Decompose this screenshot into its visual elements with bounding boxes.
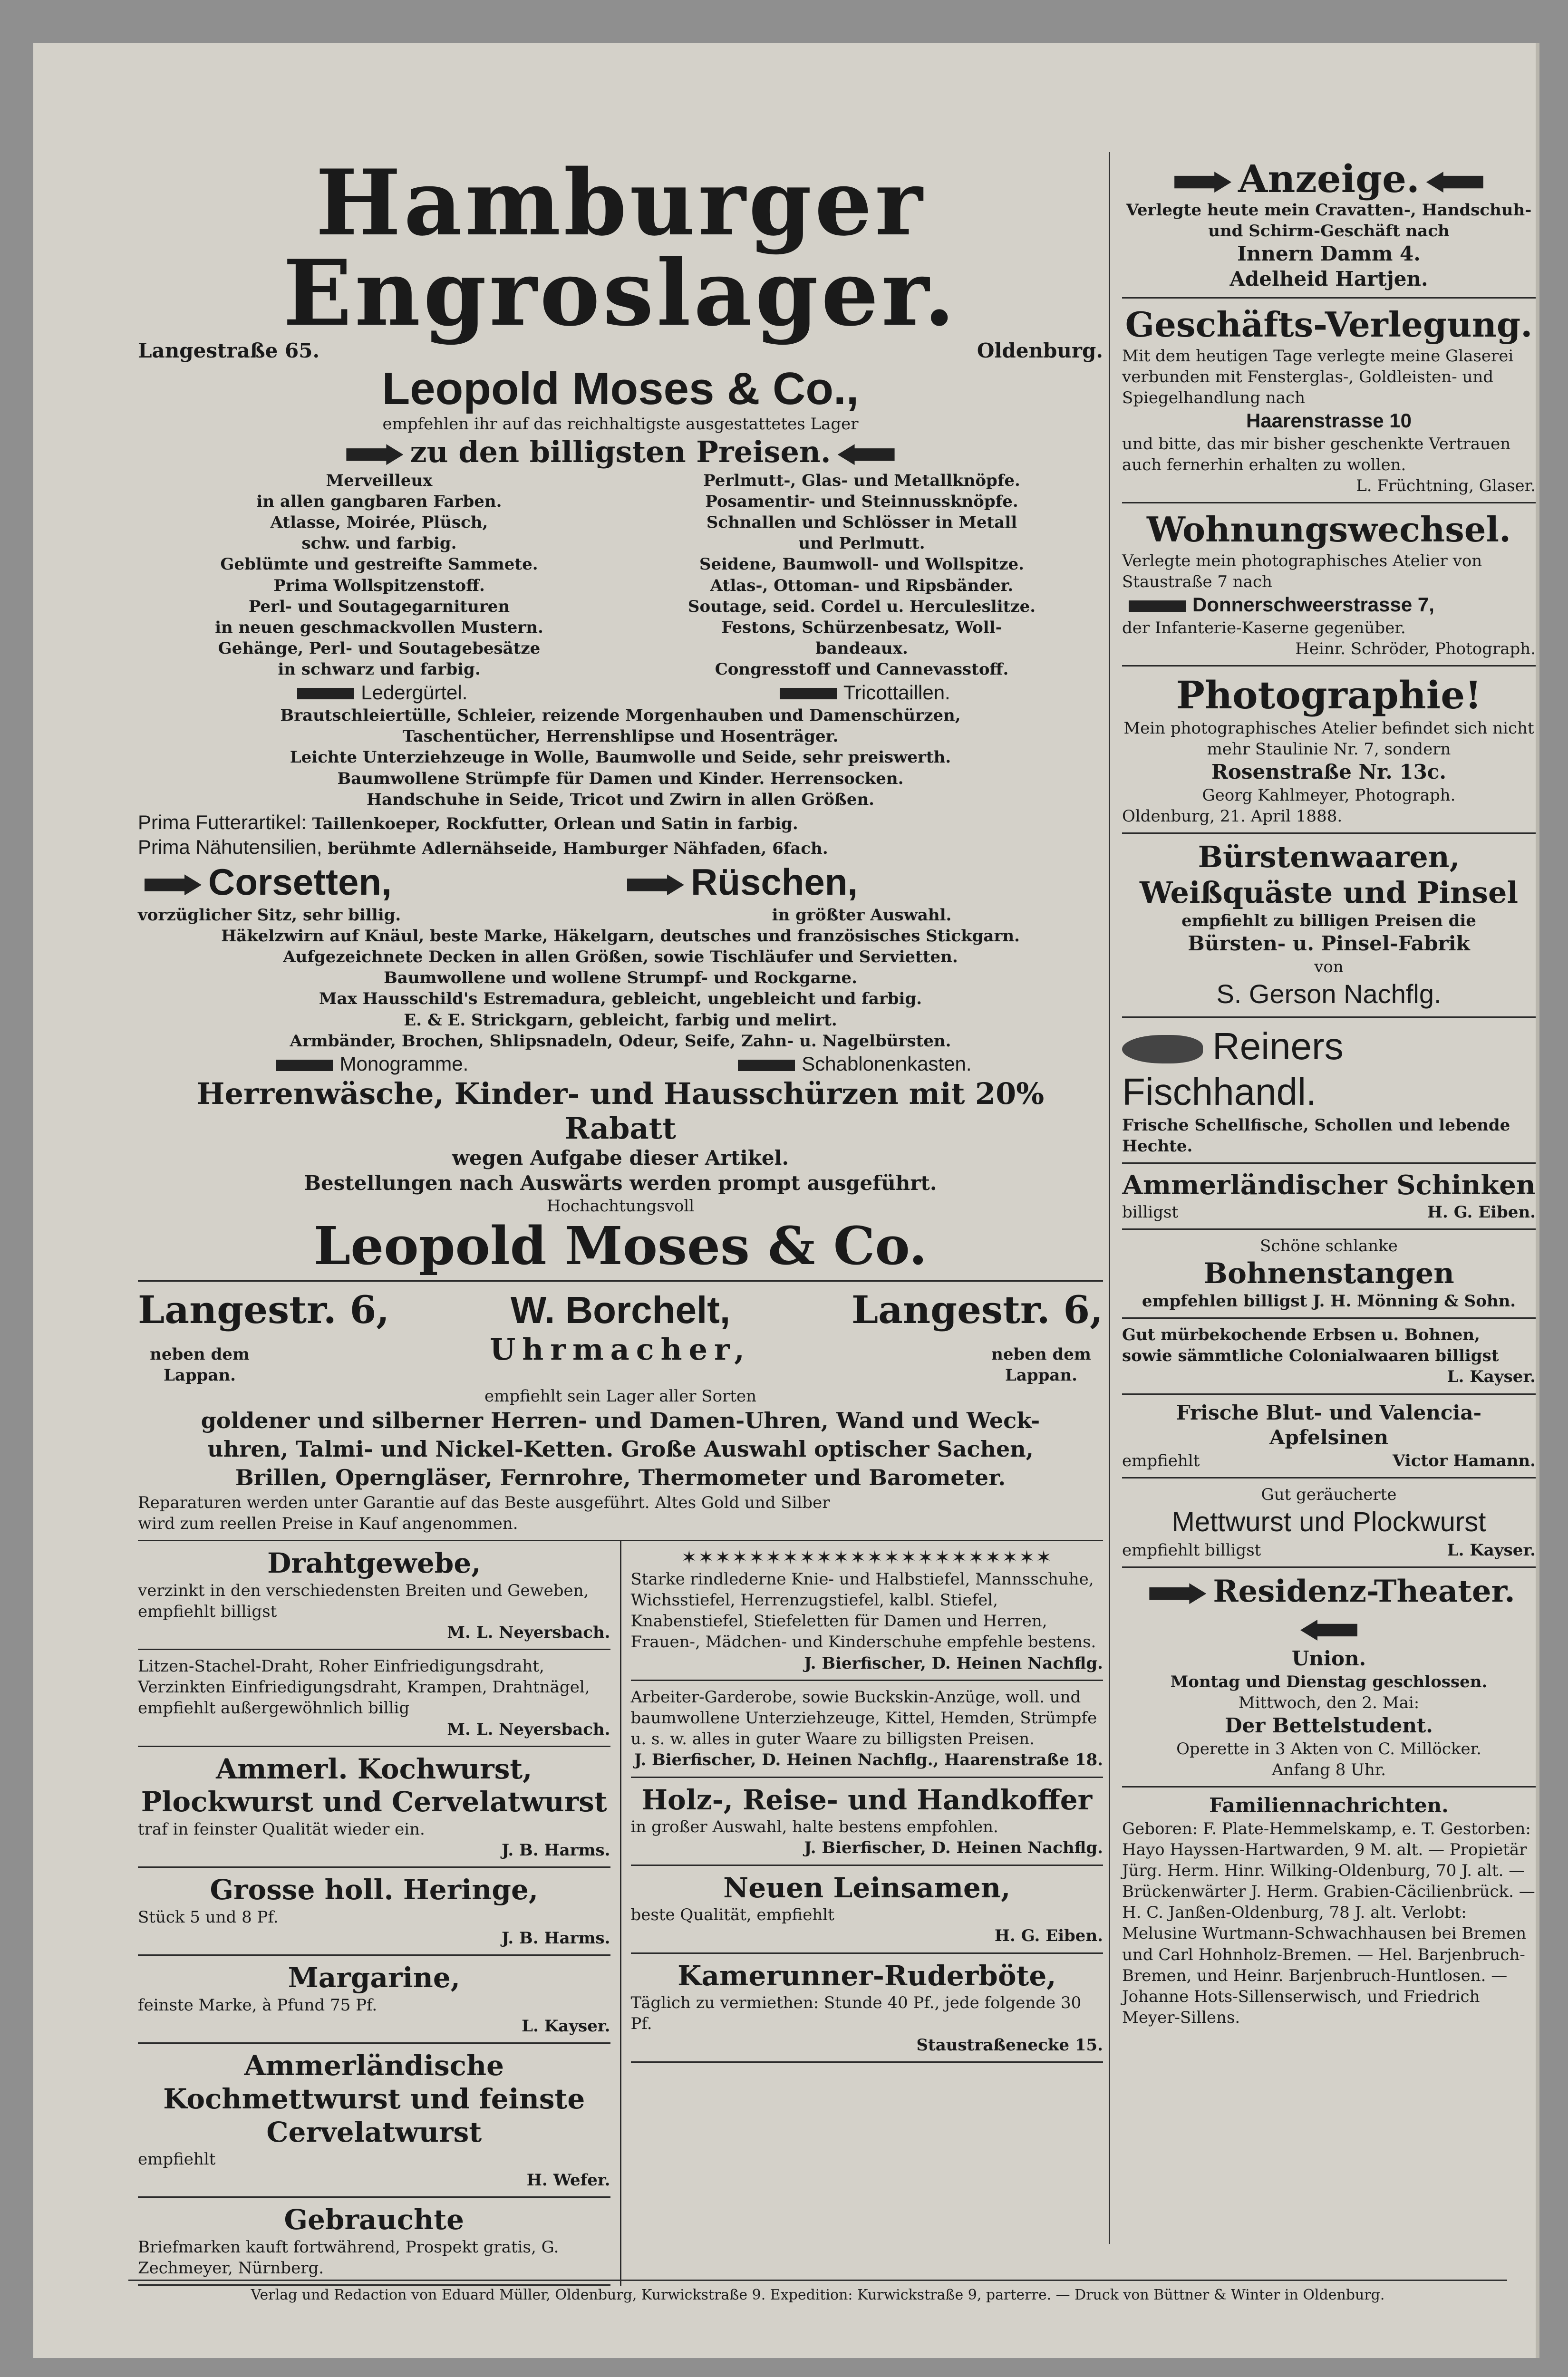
corsetten-sub: vorzüglicher Sitz, sehr billig. bbox=[138, 905, 401, 925]
erbsen-ad bbox=[1122, 1319, 1536, 1395]
ad-signature: H. G. Eiben. bbox=[994, 1926, 1103, 1946]
fisch-title bbox=[1122, 1024, 1536, 1115]
small-ad bbox=[631, 1954, 1103, 2063]
gesch-body2: und bitte, das mir bisher geschenkte Vertrauen auch fernerhin erhalten zu wollen. bbox=[1122, 434, 1511, 475]
lower-left-ads bbox=[138, 1541, 621, 2286]
borchelt-ad bbox=[138, 1282, 1103, 1541]
ad-title: Gebrauchte bbox=[284, 2203, 464, 2236]
ad-body: Stück 5 und 8 Pf. bbox=[138, 1907, 279, 1927]
ad-item: Atlas-, Ottoman- und Ripsbänder. bbox=[710, 576, 1014, 595]
lower-ads bbox=[138, 1541, 1103, 2286]
pointing-hand-icon bbox=[1300, 1620, 1357, 1641]
borchelt-l1: goldener und silberner Herren- und Damen-Uhren, Wand und Weck- bbox=[201, 1408, 1040, 1434]
fisch-title-text: Reiners Fischhandl. bbox=[1122, 1024, 1344, 1113]
pointing-hand-icon bbox=[145, 874, 202, 895]
neben-left: neben dem Lappan. bbox=[150, 1344, 250, 1385]
bohnen-body: empfehlen billigst J. H. Mönning & Sohn. bbox=[1142, 1291, 1516, 1311]
ad-item: in neuen geschmackvollen Mustern. bbox=[215, 618, 543, 637]
pointing-hand-icon bbox=[346, 444, 403, 465]
aufgabe-line: wegen Aufgabe dieser Artikel. bbox=[452, 1146, 789, 1170]
wohn-title: Wohnungswechsel. bbox=[1146, 509, 1511, 550]
hamburger-ad bbox=[138, 152, 1103, 1282]
burst-sign: S. Gerson Nachflg. bbox=[1216, 978, 1442, 1009]
theater-sub: Union. bbox=[1291, 1647, 1366, 1671]
ad-body: feinste Marke, à Pfund 75 Pf. bbox=[138, 1995, 377, 2015]
small-ad bbox=[138, 2044, 610, 2198]
small-ad bbox=[138, 1868, 610, 1956]
apfel-ad bbox=[1122, 1395, 1536, 1478]
ad-item: Festons, Schürzenbesatz, Woll- bbox=[721, 618, 1002, 637]
ad-body: verzinkt in den verschiedensten Breiten und Geweben, empfiehlt billigst bbox=[138, 1581, 589, 1621]
bohnen-pre: Schöne schlanke bbox=[1260, 1236, 1398, 1256]
gesch-body: Mit dem heutigen Tage verlegte meine Glaserei verbunden mit Fensterglas-, Goldleisten- und Spiegelhandlung nach bbox=[1122, 346, 1514, 408]
hochachtung: Hochachtungsvoll bbox=[546, 1197, 695, 1216]
bar-icon bbox=[1129, 600, 1186, 612]
lower-lines bbox=[138, 926, 1103, 1052]
mett-pre: Gut geräucherte bbox=[1261, 1485, 1397, 1504]
erbsen-sign: L. Kayser. bbox=[1447, 1367, 1536, 1387]
bar-icon bbox=[780, 688, 837, 699]
ad-line: Armbänder, Brochen, Shlipsnadeln, Odeur, Seife, Zahn- u. Nagelbürsten. bbox=[290, 1031, 951, 1051]
right-items bbox=[620, 470, 1103, 680]
ad-signature: J. Bierfischer, D. Heinen Nachflg. bbox=[804, 1838, 1103, 1858]
schinken-ad bbox=[1122, 1164, 1536, 1229]
small-ad bbox=[138, 1747, 610, 1868]
ad-body: Arbeiter-Garderobe, sowie Buckskin-Anzüge, woll. und baumwollene Unterziehzeuge, Kittel, Hemden, Strümpfe u. s. w. alles in guter Waare zu billigsten Preisen. bbox=[630, 1687, 1097, 1749]
fam-ad bbox=[1122, 1788, 1536, 2034]
burst-body: empfiehlt zu billigen Preisen die bbox=[1181, 911, 1476, 931]
fam-body: Geboren: F. Plate-Hemmelskamp, e. T. Gestorben: Hayo Hayssen-Hartwarden, 9 M. alt. — Propietär Jürg. Herm. Hinr. Wilking-Oldenburg, 70 J. alt. — Brückenwärter J. Herm. Grabien-Cäcilienbrück. — H. C. Janßen-Oldenburg, 78 J. alt. Verlobt: Melusine Wurtmann-Schwachhausen bei Bremen und Carl Hohnholz-Bremen. — Hel. Barjenbruch-Bremen, und Heinr. Barjenbruch-Huntlosen. — Johanne Hots-Sillenserwisch, und Friedrich Meyer-Sillens. bbox=[1122, 1819, 1535, 2028]
hamburger-title: Hamburger Engroslager. bbox=[283, 150, 958, 346]
ad-body: empfiehlt bbox=[138, 2150, 216, 2169]
erbsen-body: Gut mürbekochende Erbsen u. Bohnen, sowie sämmtliche Colonialwaaren billigst bbox=[1122, 1325, 1499, 1366]
borchelt-l3: Brillen, Operngläser, Fernrohre, Thermometer und Barometer. bbox=[235, 1464, 1006, 1490]
small-ad bbox=[138, 1541, 610, 1650]
ad-line: Handschuhe in Seide, Tricot und Zwirn in allen Größen. bbox=[366, 790, 875, 809]
theater-l1: Montag und Dienstag geschlossen. bbox=[1170, 1672, 1488, 1691]
burst-von: von bbox=[1314, 957, 1344, 976]
price-line bbox=[138, 435, 1103, 470]
ad-body: beste Qualität, empfiehlt bbox=[630, 1905, 834, 1925]
wohn-body: Verlegte mein photographisches Atelier von Staustraße 7 nach bbox=[1122, 551, 1482, 591]
ad-item: Gehänge, Perl- und Soutagebesätze bbox=[218, 639, 541, 658]
fam-title: Familiennachrichten. bbox=[1209, 1794, 1449, 1817]
gesch-title: Geschäfts-Verlegung. bbox=[1125, 304, 1533, 345]
borchelt-l5: wird zum reellen Preise in Kauf angenommen. bbox=[138, 1514, 518, 1533]
bohnen-ad bbox=[1122, 1230, 1536, 1319]
pointing-hand-icon bbox=[1149, 1583, 1206, 1604]
ad-item: Posamentir- und Steinnussknöpfe. bbox=[705, 492, 1018, 511]
ad-line: Aufgezeichnete Decken in allen Größen, sowie Tischläufer und Servietten. bbox=[283, 947, 958, 966]
leder-tricot-row bbox=[138, 680, 1103, 705]
schinken-row bbox=[1122, 1202, 1536, 1223]
mid-lines bbox=[138, 705, 1103, 810]
theater-l3: Der Bettelstudent. bbox=[1225, 1714, 1433, 1738]
signature: Leopold Moses & Co. bbox=[313, 1215, 928, 1276]
ad-line: Max Hausschild's Estremadura, gebleicht, ungebleicht und farbig. bbox=[319, 989, 922, 1009]
bar-icon bbox=[297, 688, 354, 699]
addr-left: Langestraße 65. bbox=[138, 339, 320, 362]
borchelt-l4: Reparaturen werden unter Garantie auf das Beste ausgeführt. Altes Gold und Silber bbox=[138, 1493, 830, 1512]
ad-body: Briefmarken kauft fortwährend, Prospekt gratis, G. Zechmeyer, Nürnberg. bbox=[138, 2238, 559, 2278]
futter-text: Taillenkoeper, Rockfutter, Orlean und Satin in farbig. bbox=[312, 814, 798, 833]
mett-title: Mettwurst und Plockwurst bbox=[1171, 1507, 1486, 1537]
ad-signature: J. Bierfischer, D. Heinen Nachflg., Haarenstraße 18. bbox=[634, 1750, 1103, 1770]
ad-item: Perl- und Soutagegarnituren bbox=[248, 597, 510, 616]
ruschen-text: Rüschen, bbox=[691, 860, 858, 903]
ad-item: in schwarz und farbig. bbox=[278, 660, 481, 679]
rabatt-line: Herrenwäsche, Kinder- und Hausschürzen mit 20% Rabatt bbox=[196, 1076, 1045, 1146]
ruschen-sub: in größter Auswahl. bbox=[772, 905, 952, 925]
ad-body: traf in feinster Qualität wieder ein. bbox=[138, 1820, 425, 1839]
burst-ad bbox=[1122, 834, 1536, 1018]
gesch-ad bbox=[1122, 299, 1536, 503]
borchelt-lager: empfiehlt sein Lager aller Sorten bbox=[484, 1386, 756, 1406]
ad-title: Kamerunner-Ruderböte, bbox=[678, 1959, 1056, 1992]
fisch-body: Frische Schellfische, Schollen und lebende Hechte. bbox=[1122, 1115, 1510, 1156]
borchelt-right: Langestr. 6, bbox=[851, 1287, 1103, 1332]
photo-sign: Georg Kahlmeyer, Photograph. bbox=[1202, 785, 1456, 805]
ad-signature: J. Bierfischer, D. Heinen Nachflg. bbox=[804, 1653, 1103, 1673]
monogramme: Monogramme. bbox=[339, 1052, 469, 1075]
schinken-title: Ammerländischer Schinken bbox=[1122, 1169, 1536, 1201]
ad-item: schw. und farbig. bbox=[301, 534, 457, 553]
photo-title: Photographie! bbox=[1176, 673, 1482, 718]
borchelt-name: W. Borchelt, bbox=[510, 1288, 731, 1331]
ad-line: Baumwollene und wollene Strumpf- und Rockgarne. bbox=[384, 968, 857, 988]
pointing-hand-icon bbox=[838, 444, 895, 465]
ornament-border: ✶✶✶✶✶✶✶✶✶✶✶✶✶✶✶✶✶✶✶✶✶✶ bbox=[681, 1546, 1053, 1569]
theater-title-text: Residenz-Theater. bbox=[1213, 1573, 1515, 1609]
burst-title: Bürstenwaaren, Weißquäste und Pinsel bbox=[1139, 840, 1519, 910]
wohn-ad bbox=[1122, 503, 1536, 667]
ad-item: Atlasse, Moirée, Plüsch, bbox=[270, 513, 488, 532]
mett-row bbox=[1122, 1540, 1536, 1561]
futter-label: Prima Futterartikel: bbox=[138, 811, 307, 833]
photo-ad bbox=[1122, 667, 1536, 834]
small-ad bbox=[138, 2198, 610, 2286]
ad-item: Congresstoff und Cannevasstoff. bbox=[715, 660, 1009, 679]
photo-date: Oldenburg, 21. April 1888. bbox=[1122, 807, 1343, 826]
ledergurtel: Ledergürtel. bbox=[361, 681, 468, 704]
ad-item: Prima Wollspitzenstoff. bbox=[273, 576, 485, 595]
ad-signature: J. B. Harms. bbox=[501, 1929, 610, 1948]
apfel-body: empfiehlt bbox=[1122, 1451, 1200, 1470]
firm-name: Leopold Moses & Co., bbox=[382, 363, 859, 414]
anzeige-sign: Adelheid Hartjen. bbox=[1229, 267, 1428, 290]
ad-body: Starke rindlederne Knie- und Halbstiefel, Mannsschuhe, Wichsstiefel, Herrenzugstiefel, kalbl. Stiefel, Knabenstiefel, Stiefeletten für Damen und Herren, Frauen-, Mädchen- und Kinderschuhe empfehle bestens. bbox=[630, 1569, 1096, 1652]
ad-body: Litzen-Stachel-Draht, Roher Einfriedigungsdraht, Verzinkten Einfriedigungsdraht, Krampen, Drahtnägel, empfiehlt außergewöhnlich billig bbox=[138, 1657, 590, 1718]
corsetten-ruschen bbox=[138, 860, 1103, 926]
ad-title: Margarine, bbox=[288, 1962, 460, 1994]
mono-row bbox=[138, 1052, 1103, 1077]
ad-item: in allen gangbaren Farben. bbox=[256, 492, 502, 511]
wohn-body2: der Infanterie-Kaserne gegenüber. bbox=[1122, 618, 1406, 638]
ad-signature: J. B. Harms. bbox=[501, 1841, 610, 1860]
newspaper-page bbox=[33, 43, 1536, 2358]
borchelt-trade: Uhrmacher, bbox=[490, 1332, 751, 1367]
bohnen-title: Bohnenstangen bbox=[1203, 1256, 1454, 1290]
gesch-sign: L. Früchtning, Glaser. bbox=[1356, 476, 1536, 496]
borchelt-l2: uhren, Talmi- und Nickel-Ketten. Große Auswahl optischer Sachen, bbox=[207, 1436, 1034, 1462]
corsetten bbox=[138, 860, 620, 905]
ad-item: Geblümte und gestreifte Sammete. bbox=[220, 555, 538, 574]
theater-title bbox=[1122, 1574, 1536, 1647]
bar-icon bbox=[276, 1060, 333, 1071]
apfel-title: Frische Blut- und Valencia-Apfelsinen bbox=[1176, 1401, 1482, 1449]
anzeige-ad bbox=[1122, 152, 1536, 299]
mett-sign: L. Kayser. bbox=[1447, 1540, 1536, 1560]
futter-line bbox=[138, 810, 1103, 835]
small-ad bbox=[138, 1650, 610, 1747]
burst-fab: Bürsten- u. Pinsel-Fabrik bbox=[1188, 932, 1470, 956]
ad-title: Ammerländische Kochmettwurst und feinste Cervelatwurst bbox=[163, 2049, 585, 2148]
ad-body: Täglich zu vermiethen: Stunde 40 Pf., jede folgende 30 Pf. bbox=[630, 1993, 1082, 2034]
pointing-hand-icon bbox=[1426, 172, 1483, 193]
photo-addr: Rosenstraße Nr. 13c. bbox=[1211, 760, 1446, 784]
ruschen bbox=[620, 860, 1103, 905]
ad-item: Seidene, Baumwoll- und Wollspitze. bbox=[699, 555, 1024, 574]
ad-line: Häkelzwirn auf Knäul, beste Marke, Häkelgarn, deutsches und französisches Stickgarn. bbox=[221, 926, 1020, 946]
small-ad bbox=[631, 1778, 1103, 1866]
theater-l5: Anfang 8 Uhr. bbox=[1271, 1760, 1386, 1779]
ad-signature: M. L. Neyersbach. bbox=[447, 1720, 610, 1739]
borchelt-sub bbox=[138, 1332, 1103, 1386]
wohn-addr: Donnerschweerstrasse 7, bbox=[1192, 593, 1434, 616]
ad-line: Baumwollene Strümpfe für Damen und Kinder. Herrensocken. bbox=[337, 769, 904, 788]
borchelt-head bbox=[138, 1287, 1103, 1332]
anzeige-body: Verlegte heute mein Cravatten-, Handschuh- und Schirm-Geschäft nach bbox=[1126, 201, 1532, 241]
left-items bbox=[138, 470, 620, 680]
anzeige-title-text: Anzeige. bbox=[1238, 156, 1420, 201]
schinken-body: billigst bbox=[1122, 1202, 1179, 1222]
ad-line: Leichte Unterziehzeuge in Wolle, Baumwolle und Seide, sehr preiswerth. bbox=[290, 748, 951, 767]
mett-ad bbox=[1122, 1478, 1536, 1568]
naeh-text: berühmte Adlernähseide, Hamburger Nähfaden, 6fach. bbox=[328, 839, 828, 859]
small-ad bbox=[631, 1681, 1103, 1778]
pointing-hand-icon bbox=[1174, 172, 1231, 193]
photo-body: Mein photographisches Atelier befindet sich nicht mehr Staulinie Nr. 7, sondern bbox=[1123, 719, 1534, 759]
ad-signature: M. L. Neyersbach. bbox=[447, 1623, 610, 1642]
imprint-footer: Verlag und Redaction von Eduard Müller, Oldenburg, Kurwickstraße 9. Expedition: Kurwickstraße 9, parterre. — Druck von Büttner & Winter in Oldenburg. bbox=[128, 2280, 1507, 2303]
ad-line: E. & E. Strickgarn, gebleicht, farbig und melirt. bbox=[404, 1010, 837, 1030]
neben-right: neben dem Lappan. bbox=[991, 1344, 1091, 1385]
ad-title: Ammerl. Kochwurst, Plockwurst und Cervelatwurst bbox=[141, 1752, 607, 1818]
ad-signature: H. Wefer. bbox=[526, 2171, 610, 2190]
ad-title: Grosse holl. Heringe, bbox=[210, 1874, 539, 1906]
pointing-hand-icon bbox=[627, 874, 684, 895]
naeh-label: Prima Nähutensilien, bbox=[138, 836, 322, 859]
theater-l2: Mittwoch, den 2. Mai: bbox=[1238, 1693, 1420, 1712]
theater-l4: Operette in 3 Akten von C. Millöcker. bbox=[1176, 1739, 1481, 1759]
theater-ad bbox=[1122, 1568, 1536, 1788]
wohn-sign: Heinr. Schröder, Photograph. bbox=[1295, 639, 1536, 658]
fisch-ad bbox=[1122, 1018, 1536, 1164]
gesch-addr: Haarenstrasse 10 bbox=[1246, 409, 1412, 432]
anzeige-title bbox=[1122, 158, 1536, 200]
small-ad bbox=[631, 1541, 1103, 1681]
ad-item: Perlmutt-, Glas- und Metallknöpfe. bbox=[703, 471, 1020, 490]
intro-line: empfehlen ihr auf das reichhaltigste ausgestattetes Lager bbox=[382, 415, 859, 434]
ad-title: Neuen Leinsamen, bbox=[723, 1871, 1011, 1904]
fish-icon bbox=[1122, 1035, 1203, 1063]
schablonen: Schablonenkasten. bbox=[802, 1052, 972, 1075]
ad-signature: Staustraßenecke 15. bbox=[916, 2035, 1103, 2055]
ad-title: Holz-, Reise- und Handkoffer bbox=[641, 1783, 1093, 1816]
lower-mid-ads bbox=[621, 1541, 1103, 2286]
schinken-sign: H. G. Eiben. bbox=[1427, 1202, 1536, 1222]
ad-body: in großer Auswahl, halte bestens empfohlen. bbox=[630, 1817, 998, 1837]
addr-right: Oldenburg. bbox=[977, 339, 1103, 362]
corsetten-text: Corsetten, bbox=[208, 860, 392, 903]
ad-item: Soutage, seid. Cordel u. Herculeslitze. bbox=[687, 597, 1036, 616]
left-column bbox=[138, 152, 1103, 2286]
ad-item: bandeaux. bbox=[815, 639, 908, 658]
naeh-line bbox=[138, 835, 1103, 860]
price-text: zu den billigsten Preisen. bbox=[410, 435, 831, 470]
bar-icon bbox=[738, 1060, 795, 1071]
bestellung-line: Bestellungen nach Auswärts werden prompt ausgeführt. bbox=[304, 1171, 937, 1195]
apfel-sign: Victor Hamann. bbox=[1393, 1451, 1536, 1470]
small-ad bbox=[631, 1866, 1103, 1954]
anzeige-addr: Innern Damm 4. bbox=[1237, 242, 1421, 266]
borchelt-left: Langestr. 6, bbox=[138, 1287, 390, 1332]
apfel-row bbox=[1122, 1450, 1536, 1471]
column-divider bbox=[1109, 152, 1110, 2244]
ad-line: Taschentücher, Herrenshlipse und Hosenträger. bbox=[402, 727, 839, 746]
item-columns bbox=[138, 470, 1103, 680]
ad-signature: L. Kayser. bbox=[522, 2017, 610, 2036]
ad-line: Brautschleiertülle, Schleier, reizende Morgenhauben und Damenschürzen, bbox=[280, 706, 961, 725]
mett-body: empfiehlt billigst bbox=[1122, 1540, 1261, 1560]
ad-item: und Perlmutt. bbox=[798, 534, 925, 553]
ad-item: Merveilleux bbox=[326, 471, 433, 490]
tricot: Tricottaillen. bbox=[843, 681, 950, 704]
ad-title: Drahtgewebe, bbox=[267, 1546, 481, 1579]
right-column bbox=[1122, 152, 1536, 2034]
ad-item: Schnallen und Schlösser in Metall bbox=[706, 513, 1017, 532]
wohn-addr-line bbox=[1122, 592, 1536, 618]
small-ad bbox=[138, 1956, 610, 2044]
